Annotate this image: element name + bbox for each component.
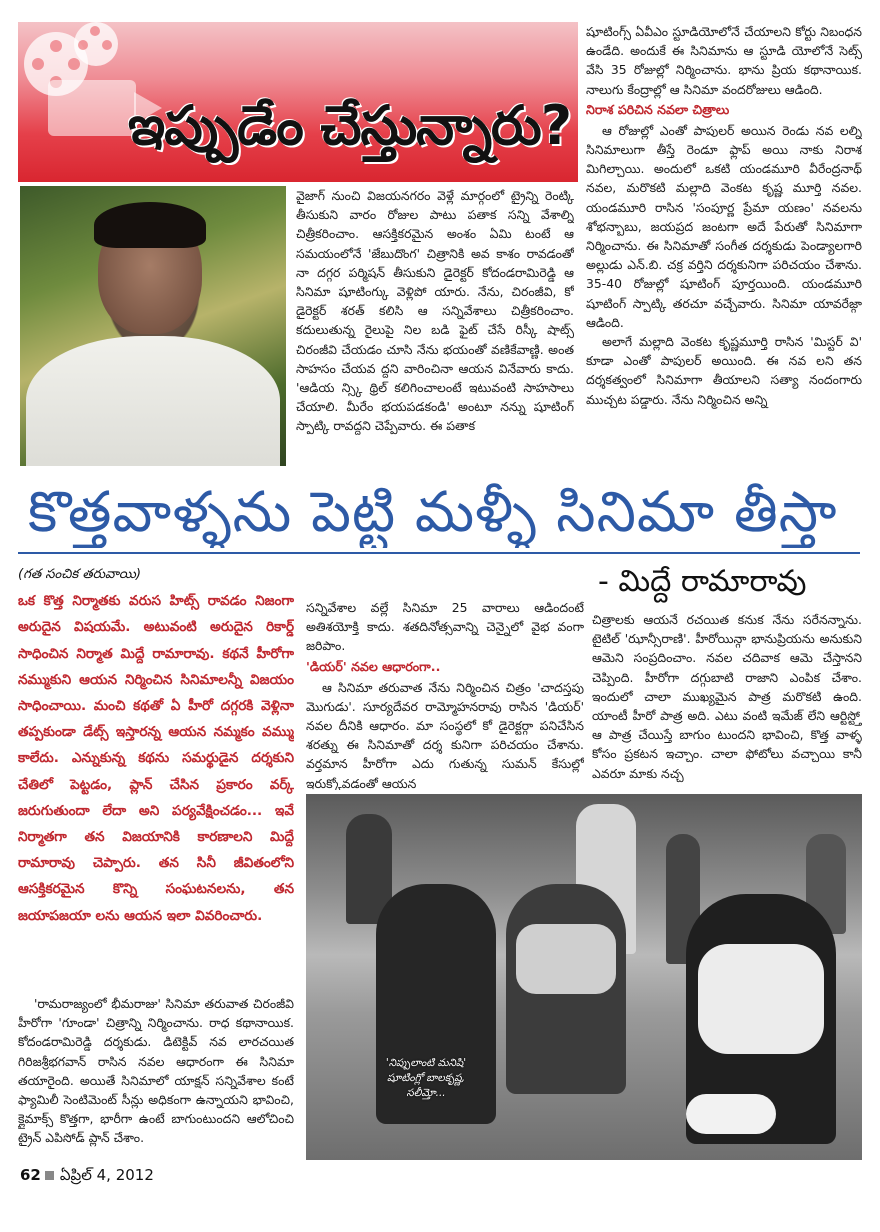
page-footer — [20, 1164, 320, 1186]
article-column-mid-top — [296, 186, 574, 478]
caption-line: 'నిప్పులాంటి మనిషి' — [385, 1057, 467, 1069]
article-column-mid-bottom — [306, 598, 584, 790]
square-bullet-icon — [45, 1171, 54, 1180]
caption-line: సలీమ్తో... — [406, 1087, 446, 1099]
issue-date: ఏప్రిల్ 4, 2012 — [59, 1166, 154, 1184]
continued-note: (గత సంచిక తరువాయి) — [18, 567, 141, 582]
caption-line: షూటింగ్లో బాలకృష్ణ, — [386, 1072, 465, 1084]
subheading: నిరాశ పరిచిన నవలా చిత్రాలు — [586, 101, 730, 117]
paragraph: ఆ సినిమా తరువాత నేను నిర్మించిన చిత్రం 'చాదస్తపు మొగుడు'. సూర్యదేవర రామ్మోహనరావు రాసిన 'డియర్' నవల దీనికి ఆధారం. మా సంస్థలో కో డైరెక్టర్గా పనిచేసిన శరత్ను ఈ సినిమాతో దర్శ కునిగా పరిచయం చేశాను. వర్తమాన హీరోగా ఎదు గుతున్న సుమన్ కేసుల్లో ఇరుక్కోవడంతో ఆయన — [306, 679, 584, 790]
paragraph: 'రామరాజ్యంలో భీమరాజు' సినిమా తరువాత చిరంజీవి హీరోగా 'గూండా' చిత్రాన్ని నిర్మించాను. రాధ కథానాయిక. కోదండరామిరెడ్డి దర్శకుడు. డిటెక్టివ్ నవ లారచయిత గిరిజశ్రీభగవాన్ రాసిన నవల ఆధారంగా ఈ సినిమా తయారైంది. అయితే సినిమాలో యాక్షన్ సన్నివేశాల కంటే ఫ్యామిలీ సెంటిమెంట్ సీన్లు అధికంగా ఉన్నాయని భావించి, క్లైమాక్స్ కొత్తగా, భారీగా ఉంటే బాగుంటుందని ఆలోచించి ట్రైన్ ఎపిసోడ్ ప్లాన్ చేశాం. — [18, 996, 294, 1146]
headline-rule — [18, 552, 860, 554]
film-reel-small-icon — [74, 22, 118, 66]
paragraph: సన్నివేశాల వల్లే సినిమా 25 వారాలు ఆడిందంటే అతిశయోక్తి కాదు. శతదినోత్సవాన్ని చెన్నైలో వైభ వంగా జరిపాం. — [306, 600, 584, 654]
banner-title: ఇప్పుడేం చేస్తున్నారు? — [128, 94, 572, 157]
paragraph: చిత్రాలకు ఆయనే రచయిత కనుక నేను సరేనన్నాను. టైటిల్ 'ఝాన్సీరాణి'. హీరోయిన్గా భానుప్రియను అనుకుని ఆమెని సంప్రదించాం. నవల చదివాక ఆమె చేస్తానని చెప్పింది. హీరోగా దగ్గుబాటి రాజాని ఎంపిక చేశాం. ఇందులో చాలా ముఖ్యమైన పాత్ర మరొకటి ఉంది. యాంటీ హీరో పాత్ర అది. ఎటు వంటి ఇమేజ్ లేని ఆర్టిస్ట్తో ఆ పాత్ర చేయిస్తే బాగుం టుందని భావించి, కొత్త వాళ్ళ కోసం ప్రకటన ఇచ్చాం. చాలా ఫోటోలు వచ్చాయి కానీ ఎవరూ మాకు నచ్చ — [592, 612, 862, 781]
subheading: 'డియర్' నవల ఆధారంగా.. — [306, 658, 441, 674]
article-headline: కొత్తవాళ్ళను పెట్టి మళ్ళీ సినిమా తీస్తా — [28, 480, 838, 545]
article-column-left-bottom — [18, 994, 294, 1160]
page-number: 62 — [20, 1166, 41, 1184]
paragraph: వైజాగ్ నుంచి విజయనగరం వెళ్లే మార్గంలో ట్రైన్ని రెంట్కి తీసుకుని వారం రోజుల పాటు పతాక సన్ని వేశాల్ని చిత్రీకరించాం. ఆసక్తికరమైన అంశం ఏమి టంటే ఆ సమయంలోనే 'జేబుదొంగ' చిత్రానికి అవ కాశం రావడంతో నా దగ్గర పర్మిషన్ తీసుకుని డైరెక్టర్ కోదండరామిరెడ్డి ఆ సినిమా షూటింగ్కు వెళ్లిపో యారు. నేను, చిరంజీవి, కో డైరెక్టర్ శరత్ కలిసి ఆ సన్నివేశాలు చిత్రీకరించాం. కదులుతున్న రైలుపై నిల బడి ఫైట్ చేసే రిస్కీ షాట్స్ చిరంజీవి చేయడం చూసి నేను భయంతో వణికేవాణ్ణి. అంత సాహసం చేయవ ద్దని వారించినా ఆయన వినేవారు కాదు. 'ఆడియ న్స్కి థ్రిల్ కలిగించాలంటే ఇటువంటి సాహసాలు చేయాలి. మీరేం భయపడకండి' అంటూ నన్ను షూటింగ్ స్పాట్కి రావద్దని చెప్పేవారు. ఈ పతాక — [296, 188, 574, 434]
paragraph: అలాగే మల్లాది వెంకట కృష్ణమూర్తి రాసిన 'మిస్టర్ వి' కూడా ఎంతో పాపులర్ అయింది. ఈ నవ లని తన దర్శకత్వంలో సినిమాగా తీయాలని సత్యా నందంగారు ముచ్చట పడ్డారు. నేను నిర్మించిన అన్ని — [586, 334, 862, 407]
article-byline: - మిద్దే రామారావు — [598, 564, 807, 599]
film-shooting-photo — [306, 794, 862, 1160]
intro-text: ఒక కొత్త నిర్మాతకు వరుస హిట్స్ రావడం నిజంగా అరుదైన విషయమే. అటువంటి అరుదైన రికార్డ్ సాధించిన నిర్మాత మిద్దే రామారావు. కథనే హీరోగా నమ్ముకుని ఆయన నిర్మించిన సినిమాలన్నీ విజయం సాధించాయి. మంచి కథతో ఏ హీరో దగ్గరకి వెళ్లినా తప్పకుండా డేట్స్ ఇస్తారన్న ఆయన నమ్మకం వమ్ము కాలేదు. ఎన్నుకున్న కథను సమర్థుడైన దర్శకుని చేతిలో పెట్టడం, ప్లాన్ చేసిన ప్రకారం వర్క్ జరుగుతుందా లేదా అని పర్యవేక్షించడం... ఇవే నిర్మాతగా తన విజయానికి కారణాలని మిద్దే రామారావు చెప్పారు. తన సినీ జీవితంలోని ఆసక్తికరమైన కొన్ని సంఘటనలను, తన జయాపజయా లను ఆయన ఇలా వివరించారు. — [18, 593, 294, 924]
article-column-right-top — [586, 22, 862, 478]
movie-camera-icon — [48, 80, 136, 136]
header-banner — [18, 22, 578, 182]
photo-caption — [366, 1056, 486, 1116]
article-column-right-bottom — [592, 610, 862, 790]
portrait-photo — [20, 186, 286, 466]
article-intro — [18, 562, 294, 992]
paragraph: ఆ రోజుల్లో ఎంతో పాపులర్ అయిన రెండు నవ లల్ని సినిమాలుగా తీస్తే రెండూ ఫ్లాప్ అయి నాకు నిరాశ మిగిల్చాయి. అందులో ఒకటి యండమూరి వీరేంద్రనాథ్ నవల, మరొకటి మల్లాది వెంకట కృష్ణ మూర్తి నవల. యండమూరి రాసిన 'సంపూర్ణ ప్రేమా యణం' నవలను శోభన్బాబు, జయప్రద జంటగా అదే పేరుతో సినిమాగా నిర్మించాను. ఈ సినిమాతో సంగీత దర్శకుడు పెండ్యాలగారి అల్లుడు ఎన్.బి. చక్ర వర్తిని దర్శకునిగా పరిచయం చేశాను. 35-40 రోజుల్లో షూటింగ్ పూర్తయింది. యండమూరి షూటింగ్ స్పాట్కి తరచూ వచ్చేవారు. సినిమా యావరేజ్గా ఆడింది. — [586, 122, 862, 330]
paragraph: షూటింగ్స్ ఏవీఎం స్టూడియోలోనే చేయాలని కోర్టు నిబంధన ఉండేది. అందుకే ఈ సినిమాను ఆ స్టూడి యోలోనే సెట్స్ వేసి 35 రోజుల్లో నిర్మించాను. భాను ప్రియ కథానాయిక. నాలుగు కేంద్రాల్లో ఆ సినిమా వందరోజులు ఆడింది. — [586, 24, 862, 97]
